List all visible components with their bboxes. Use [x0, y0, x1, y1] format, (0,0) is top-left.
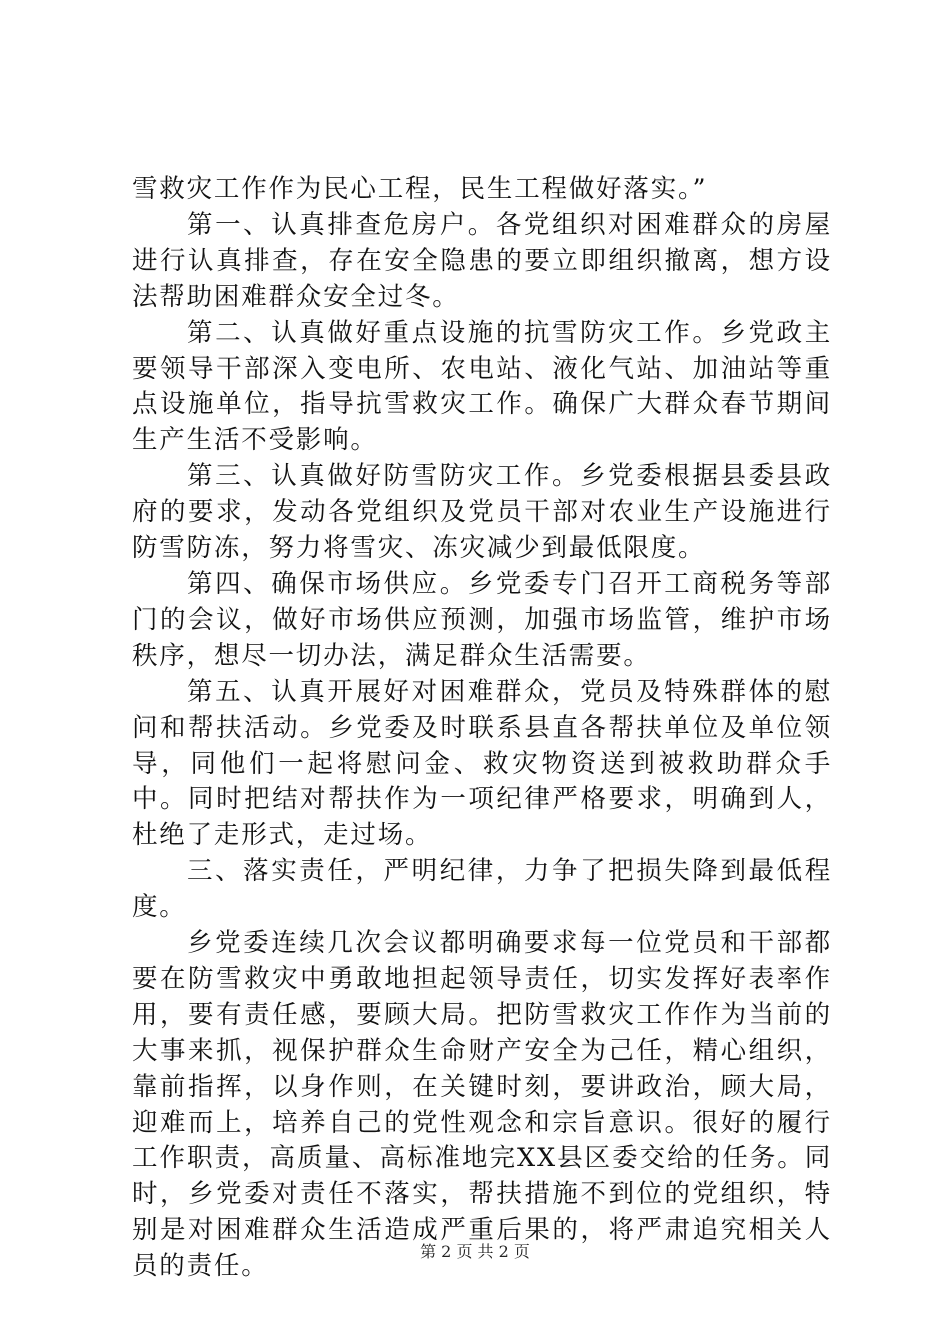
paragraph-6: 第五、认真开展好对困难群众，党员及特殊群体的慰问和帮扶活动。乡党委及时联系县直各帮扶单位及单位领导，同他们一起将慰问金、救灾物资送到被救助群众手中。同时把结对帮扶作为一项纪律严格要求，明确到人，杜绝了走形式，走过场。 [132, 676, 832, 851]
document-body [132, 172, 832, 1285]
section-heading: 三、落实责任，严明纪律，力争了把损失降到最低程度。 [132, 856, 832, 923]
paragraph-8: 乡党委连续几次会议都明确要求每一位党员和干部都要在防雪救灾中勇敢地担起领导责任，切实发挥好表率作用，要有责任感，要顾大局。把防雪救灾工作作为当前的大事来抓，视保护群众生命财产安全为己任，精心组织，靠前指挥，以身作则，在关键时刻，要讲政治，顾大局，迎难而上，培养自己的党性观念和宗旨意识。很好的履行工作职责，高质量、高标准地完XX县区委交给的任务。同时，乡党委对责任不落实，帮扶措施不到位的党组织，特别是对困难群众生活造成严重后果的，将严肃追究相关人员的责任。 [132, 928, 832, 1282]
paragraph-5: 第四、确保市场供应。乡党委专门召开工商税务等部门的会议，做好市场供应预测，加强市场监管，维护市场秩序，想尽一切办法，满足群众生活需要。 [132, 568, 832, 671]
paragraph-1: 雪救灾工作作为民心工程，民生工程做好落实。” [132, 174, 708, 204]
page-number-footer: 第 2 页 共 2 页 [420, 1242, 530, 1261]
paragraph-2: 第一、认真排查危房户。各党组织对困难群众的房屋进行认真排查，存在安全隐患的要立即组织撤离，想方设法帮助困难群众安全过冬。 [132, 209, 832, 312]
paragraph-3: 第二、认真做好重点设施的抗雪防灾工作。乡党政主要领导干部深入变电所、农电站、液化气站、加油站等重点设施单位，指导抗雪救灾工作。确保广大群众春节期间生产生活不受影响。 [132, 317, 832, 456]
paragraph-4: 第三、认真做好防雪防灾工作。乡党委根据县委县政府的要求，发动各党组织及党员干部对农业生产设施进行防雪防冻，努力将雪灾、冻灾减少到最低限度。 [132, 461, 832, 564]
